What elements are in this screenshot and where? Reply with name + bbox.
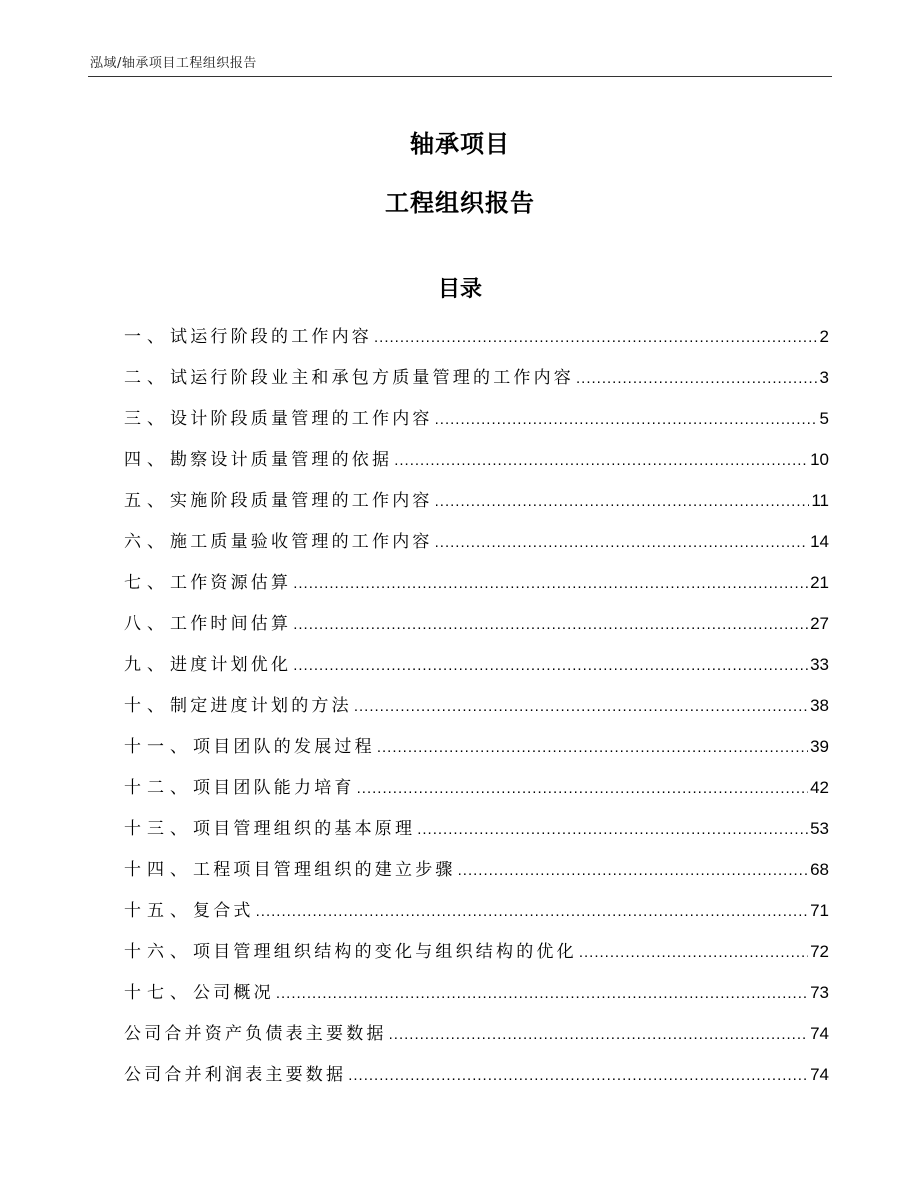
toc-entry[interactable] [124, 896, 829, 937]
toc-entry[interactable] [124, 1060, 829, 1101]
header-divider [88, 76, 832, 77]
running-header: 泓域/轴承项目工程组织报告 [90, 56, 257, 71]
toc-entry-page: 11 [811, 491, 829, 510]
toc-dot-leader [357, 774, 808, 804]
toc-entry[interactable] [124, 527, 829, 568]
toc-entry[interactable] [124, 486, 829, 527]
toc-entry[interactable] [124, 445, 829, 486]
toc-entry[interactable] [124, 773, 829, 814]
toc-entry-title: 施工质量验收管理的工作内容 [170, 532, 433, 552]
toc-entry-title: 试运行阶段业主和承包方质量管理的工作内容 [170, 368, 574, 388]
toc-entry[interactable] [124, 650, 829, 691]
toc-entry-number: 十五、 [124, 901, 193, 921]
document-title: 轴承项目 [410, 130, 510, 158]
toc-entry-page: 74 [810, 1024, 829, 1043]
toc-entry[interactable] [124, 937, 829, 978]
toc-dot-leader [293, 569, 808, 599]
toc-entry-number: 五、 [124, 491, 170, 511]
toc-entry-title: 公司合并利润表主要数据 [124, 1065, 347, 1085]
toc-entry-page: 74 [810, 1065, 829, 1084]
toc-entry[interactable] [124, 978, 829, 1019]
toc-dot-leader [579, 938, 808, 968]
toc-entry-title: 工程项目管理组织的建立步骤 [193, 860, 456, 880]
toc-dot-leader [435, 528, 808, 558]
toc-entry-page: 2 [819, 327, 829, 346]
toc-entry-title: 项目团队的发展过程 [193, 737, 375, 757]
toc-dot-leader [377, 733, 808, 763]
toc-entry-title: 勘察设计质量管理的依据 [170, 450, 393, 470]
toc-entry-page: 39 [810, 737, 829, 756]
toc-dot-leader [354, 692, 808, 722]
toc-entry-title: 公司概况 [193, 983, 274, 1003]
toc-entry[interactable] [124, 363, 829, 404]
toc-dot-leader [435, 487, 810, 517]
toc-dot-leader [374, 323, 818, 353]
toc-dot-leader [256, 897, 808, 927]
toc-entry-page: 42 [810, 778, 829, 797]
toc-entry-title: 项目管理组织的基本原理 [193, 819, 416, 839]
toc-entry-number: 七、 [124, 573, 170, 593]
toc-entry-number: 十七、 [124, 983, 193, 1003]
toc-dot-leader [276, 979, 808, 1009]
toc-dot-leader [576, 364, 818, 394]
toc-entry-number: 二、 [124, 368, 170, 388]
toc-entry-title: 实施阶段质量管理的工作内容 [170, 491, 433, 511]
toc-entry-title: 制定进度计划的方法 [170, 696, 352, 716]
toc-entry-title: 项目团队能力培育 [193, 778, 355, 798]
toc-entry[interactable] [124, 732, 829, 773]
toc-heading: 目录 [437, 277, 482, 302]
toc-entry[interactable] [124, 814, 829, 855]
toc-entry[interactable] [124, 609, 829, 650]
toc-entry[interactable] [124, 691, 829, 732]
toc-dot-leader [293, 651, 808, 681]
toc-entry-number: 一、 [124, 327, 170, 347]
toc-dot-leader [348, 1061, 808, 1091]
toc-entry[interactable] [124, 1019, 829, 1060]
toc-dot-leader [293, 610, 808, 640]
toc-entry[interactable] [124, 568, 829, 609]
toc-entry-title: 试运行阶段的工作内容 [170, 327, 372, 347]
toc-entry-number: 四、 [124, 450, 170, 470]
toc-entry-page: 38 [810, 696, 829, 715]
toc-entry-page: 71 [810, 901, 829, 920]
toc-entry-number: 十、 [124, 696, 170, 716]
toc-dot-leader [435, 405, 818, 435]
toc-entry-page: 33 [810, 655, 829, 674]
toc-entry-page: 73 [810, 983, 829, 1002]
toc-entry-number: 十六、 [124, 942, 193, 962]
toc-entry-number: 十三、 [124, 819, 193, 839]
toc-dot-leader [389, 1020, 808, 1050]
toc-entry-page: 14 [810, 532, 829, 551]
toc-entry-title: 公司合并资产负债表主要数据 [124, 1024, 387, 1044]
document-subtitle: 工程组织报告 [385, 189, 535, 217]
toc-entry-page: 68 [810, 860, 829, 879]
toc-entry[interactable] [124, 855, 829, 896]
toc-entry[interactable] [124, 322, 829, 363]
toc-entry-number: 六、 [124, 532, 170, 552]
toc-entry-title: 工作资源估算 [170, 573, 292, 593]
toc-dot-leader [417, 815, 808, 845]
toc-entry-number: 十一、 [124, 737, 193, 757]
toc-dot-leader [394, 446, 808, 476]
toc-entry-page: 53 [810, 819, 829, 838]
toc-entry-title: 设计阶段质量管理的工作内容 [170, 409, 433, 429]
toc-entry-title: 复合式 [193, 901, 254, 921]
table-of-contents [124, 322, 829, 1101]
toc-entry[interactable] [124, 404, 829, 445]
toc-entry-page: 72 [810, 942, 829, 961]
toc-entry-title: 工作时间估算 [170, 614, 292, 634]
toc-entry-title: 进度计划优化 [170, 655, 292, 675]
toc-entry-page: 3 [819, 368, 829, 387]
toc-entry-title: 项目管理组织结构的变化与组织结构的优化 [193, 942, 577, 962]
toc-entry-page: 5 [819, 409, 829, 428]
toc-entry-page: 21 [810, 573, 829, 592]
toc-entry-number: 九、 [124, 655, 170, 675]
toc-dot-leader [458, 856, 808, 886]
toc-entry-number: 三、 [124, 409, 170, 429]
toc-entry-page: 27 [810, 614, 829, 633]
toc-entry-number: 十二、 [124, 778, 193, 798]
toc-entry-number: 十四、 [124, 860, 193, 880]
toc-entry-number: 八、 [124, 614, 170, 634]
toc-entry-page: 10 [810, 450, 829, 469]
